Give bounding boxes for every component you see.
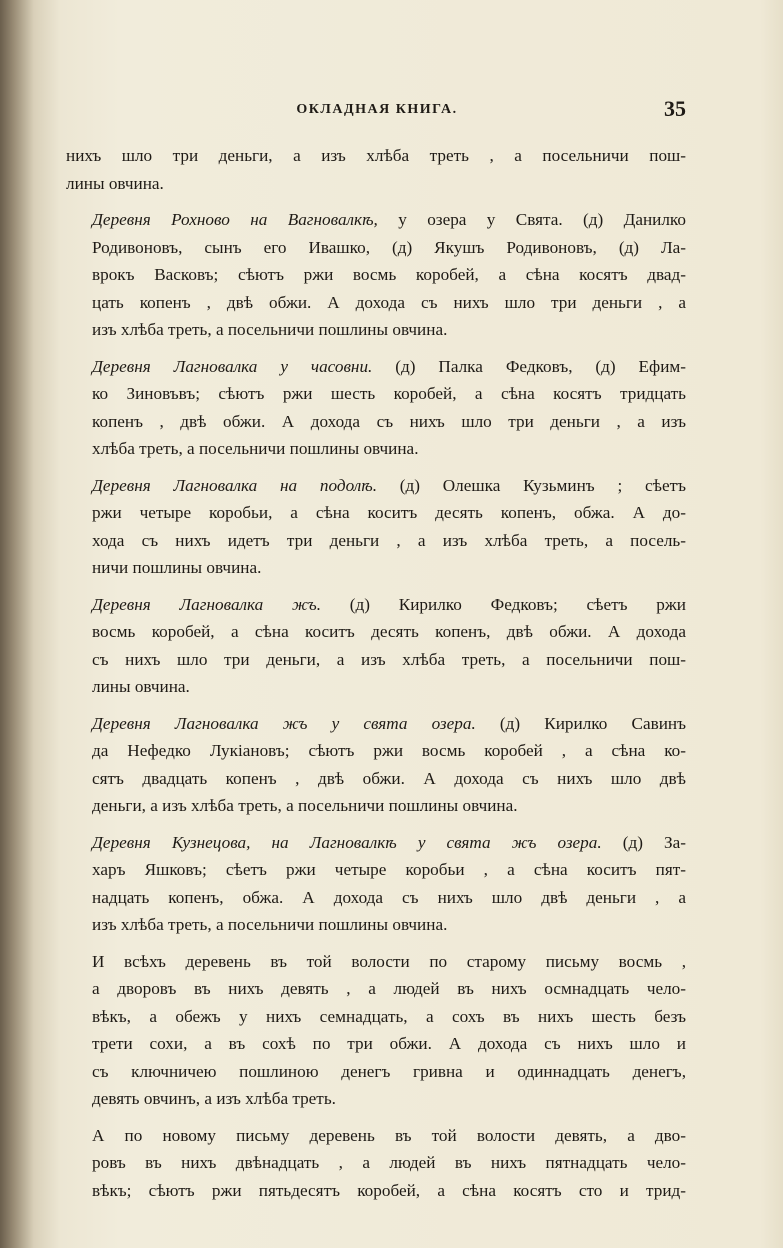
text-line: вѣкъ, а обежъ у нихъ семнадцать, а сохъ въ нихъ шесть безъ	[92, 1006, 686, 1026]
text-line: хлѣба треть, а посельничи пошлины овчина.	[92, 439, 419, 458]
village-name: Деревня Лагновалка жъ у свята озера.	[92, 713, 476, 733]
text-line: девять овчинъ, а изъ хлѣба треть.	[92, 1089, 336, 1108]
body-text	[66, 142, 686, 1204]
text-line: врокъ Васковъ; сѣютъ ржи восмь коробей, а сѣна косятъ двад-	[92, 265, 686, 284]
text-line: трети сохи, а въ сохѣ по три обжи. А дохода съ нихъ шло и	[92, 1034, 686, 1053]
paragraph	[66, 472, 686, 582]
text-line: съ ключничею пошлиною денегъ гривна и одиннадцать денегъ,	[92, 1061, 686, 1081]
paragraph	[66, 591, 686, 701]
text-run: (д) Кирилко Савинъ	[475, 713, 686, 733]
text-line: ничи пошлины овчина.	[92, 558, 262, 577]
text-line	[66, 591, 686, 619]
text-line: ровъ въ нихъ двѣнадцать , а людей въ нихъ пятнадцать чело-	[92, 1153, 686, 1172]
paragraph	[66, 829, 686, 939]
text-line: хода съ нихъ идетъ три деньги , а изъ хлѣба треть, а посель-	[92, 530, 686, 550]
text-line: цать копенъ , двѣ обжи. А дохода съ нихъ шло три деньги , а	[92, 292, 686, 312]
text-line: деньги, а изъ хлѣба треть, а посельничи пошлины овчина.	[92, 796, 518, 815]
text-line: восмь коробей, а сѣна коситъ десять копенъ, двѣ обжи. А дохода	[92, 622, 686, 641]
text-line: ржи четыре коробьи, а сѣна коситъ десять копенъ, обжа. А до-	[92, 503, 686, 522]
text-line: лины овчина.	[66, 173, 164, 193]
text-line	[66, 472, 686, 500]
text-line: вѣкъ; сѣютъ ржи пятьдесятъ коробей, а сѣна косятъ сто и трид-	[92, 1180, 686, 1200]
village-name: Деревня Лагновалка жъ.	[92, 594, 321, 614]
text-run: (д) За-	[601, 832, 686, 852]
text-run: у озера у Свята. (д) Данилко	[377, 210, 686, 229]
paragraph	[66, 353, 686, 463]
village-name: Деревня Рохново на Вагновалкѣ,	[92, 210, 378, 229]
text-line: нихъ шло три деньги, а изъ хлѣба треть , а посельничи пош-	[66, 146, 686, 165]
text-line: изъ хлѣба треть, а посельничи пошлины овчина.	[92, 915, 448, 934]
text-line: лины овчина.	[92, 677, 190, 696]
text-line: съ нихъ шло три деньги, а изъ хлѣба треть, а посельничи пош-	[92, 649, 686, 669]
text-line: изъ хлѣба треть, а посельничи пошлины овчина.	[92, 320, 448, 339]
text-line	[66, 353, 686, 381]
text-line	[66, 710, 686, 738]
village-name: Деревня Лагновалка у часовни.	[92, 356, 373, 376]
text-line	[66, 206, 686, 234]
text-run: (д) Кирилко Федковъ; сѣетъ ржи	[321, 594, 686, 614]
text-line: надцать копенъ, обжа. А дохода съ нихъ шло двѣ деньги , а	[92, 887, 686, 907]
text-run: (д) Олешка Кузьминъ ; сѣетъ	[377, 475, 686, 495]
text-line	[66, 829, 686, 857]
text-line: И всѣхъ деревень въ той волости по старому письму восмь ,	[92, 951, 686, 971]
text-line: ко Зиновъвъ; сѣютъ ржи шесть коробей, а сѣна косятъ тридцать	[92, 384, 686, 403]
text-line: сятъ двадцать копенъ , двѣ обжи. А дохода съ нихъ шло двѣ	[92, 768, 686, 788]
text-line: да Нефедко Лукіановъ; сѣютъ ржи восмь коробей , а сѣна ко-	[92, 741, 686, 760]
text-line: а дворовъ въ нихъ девять , а людей въ нихъ осмнадцать чело-	[92, 979, 686, 998]
village-name: Деревня Кузнецова, на Лагновалкѣ у свята жъ озера.	[92, 832, 602, 852]
paragraph	[66, 206, 686, 344]
page-number: 35	[664, 96, 686, 121]
text-run: (д) Палка Федковъ, (д) Ефим-	[372, 356, 686, 376]
text-line: А по новому письму деревень въ той волости девять, а дво-	[92, 1125, 686, 1145]
village-name: Деревня Лагновалка на подолѣ.	[92, 475, 377, 495]
paragraph	[66, 1122, 686, 1205]
paragraph	[66, 948, 686, 1113]
text-line: копенъ , двѣ обжи. А дохода съ нихъ шло три деньги , а изъ	[92, 411, 686, 431]
text-line: харъ Яшковъ; сѣетъ ржи четыре коробьи , а сѣна коситъ пят-	[92, 860, 686, 879]
text-line: Родивоновъ, сынъ его Ивашко, (д) Якушъ Родивоновъ, (д) Ла-	[92, 237, 686, 257]
page-header	[66, 96, 688, 126]
running-head: ОКЛАДНАЯ КНИГА.	[296, 102, 458, 117]
paragraph	[66, 710, 686, 820]
paragraph	[66, 142, 686, 197]
